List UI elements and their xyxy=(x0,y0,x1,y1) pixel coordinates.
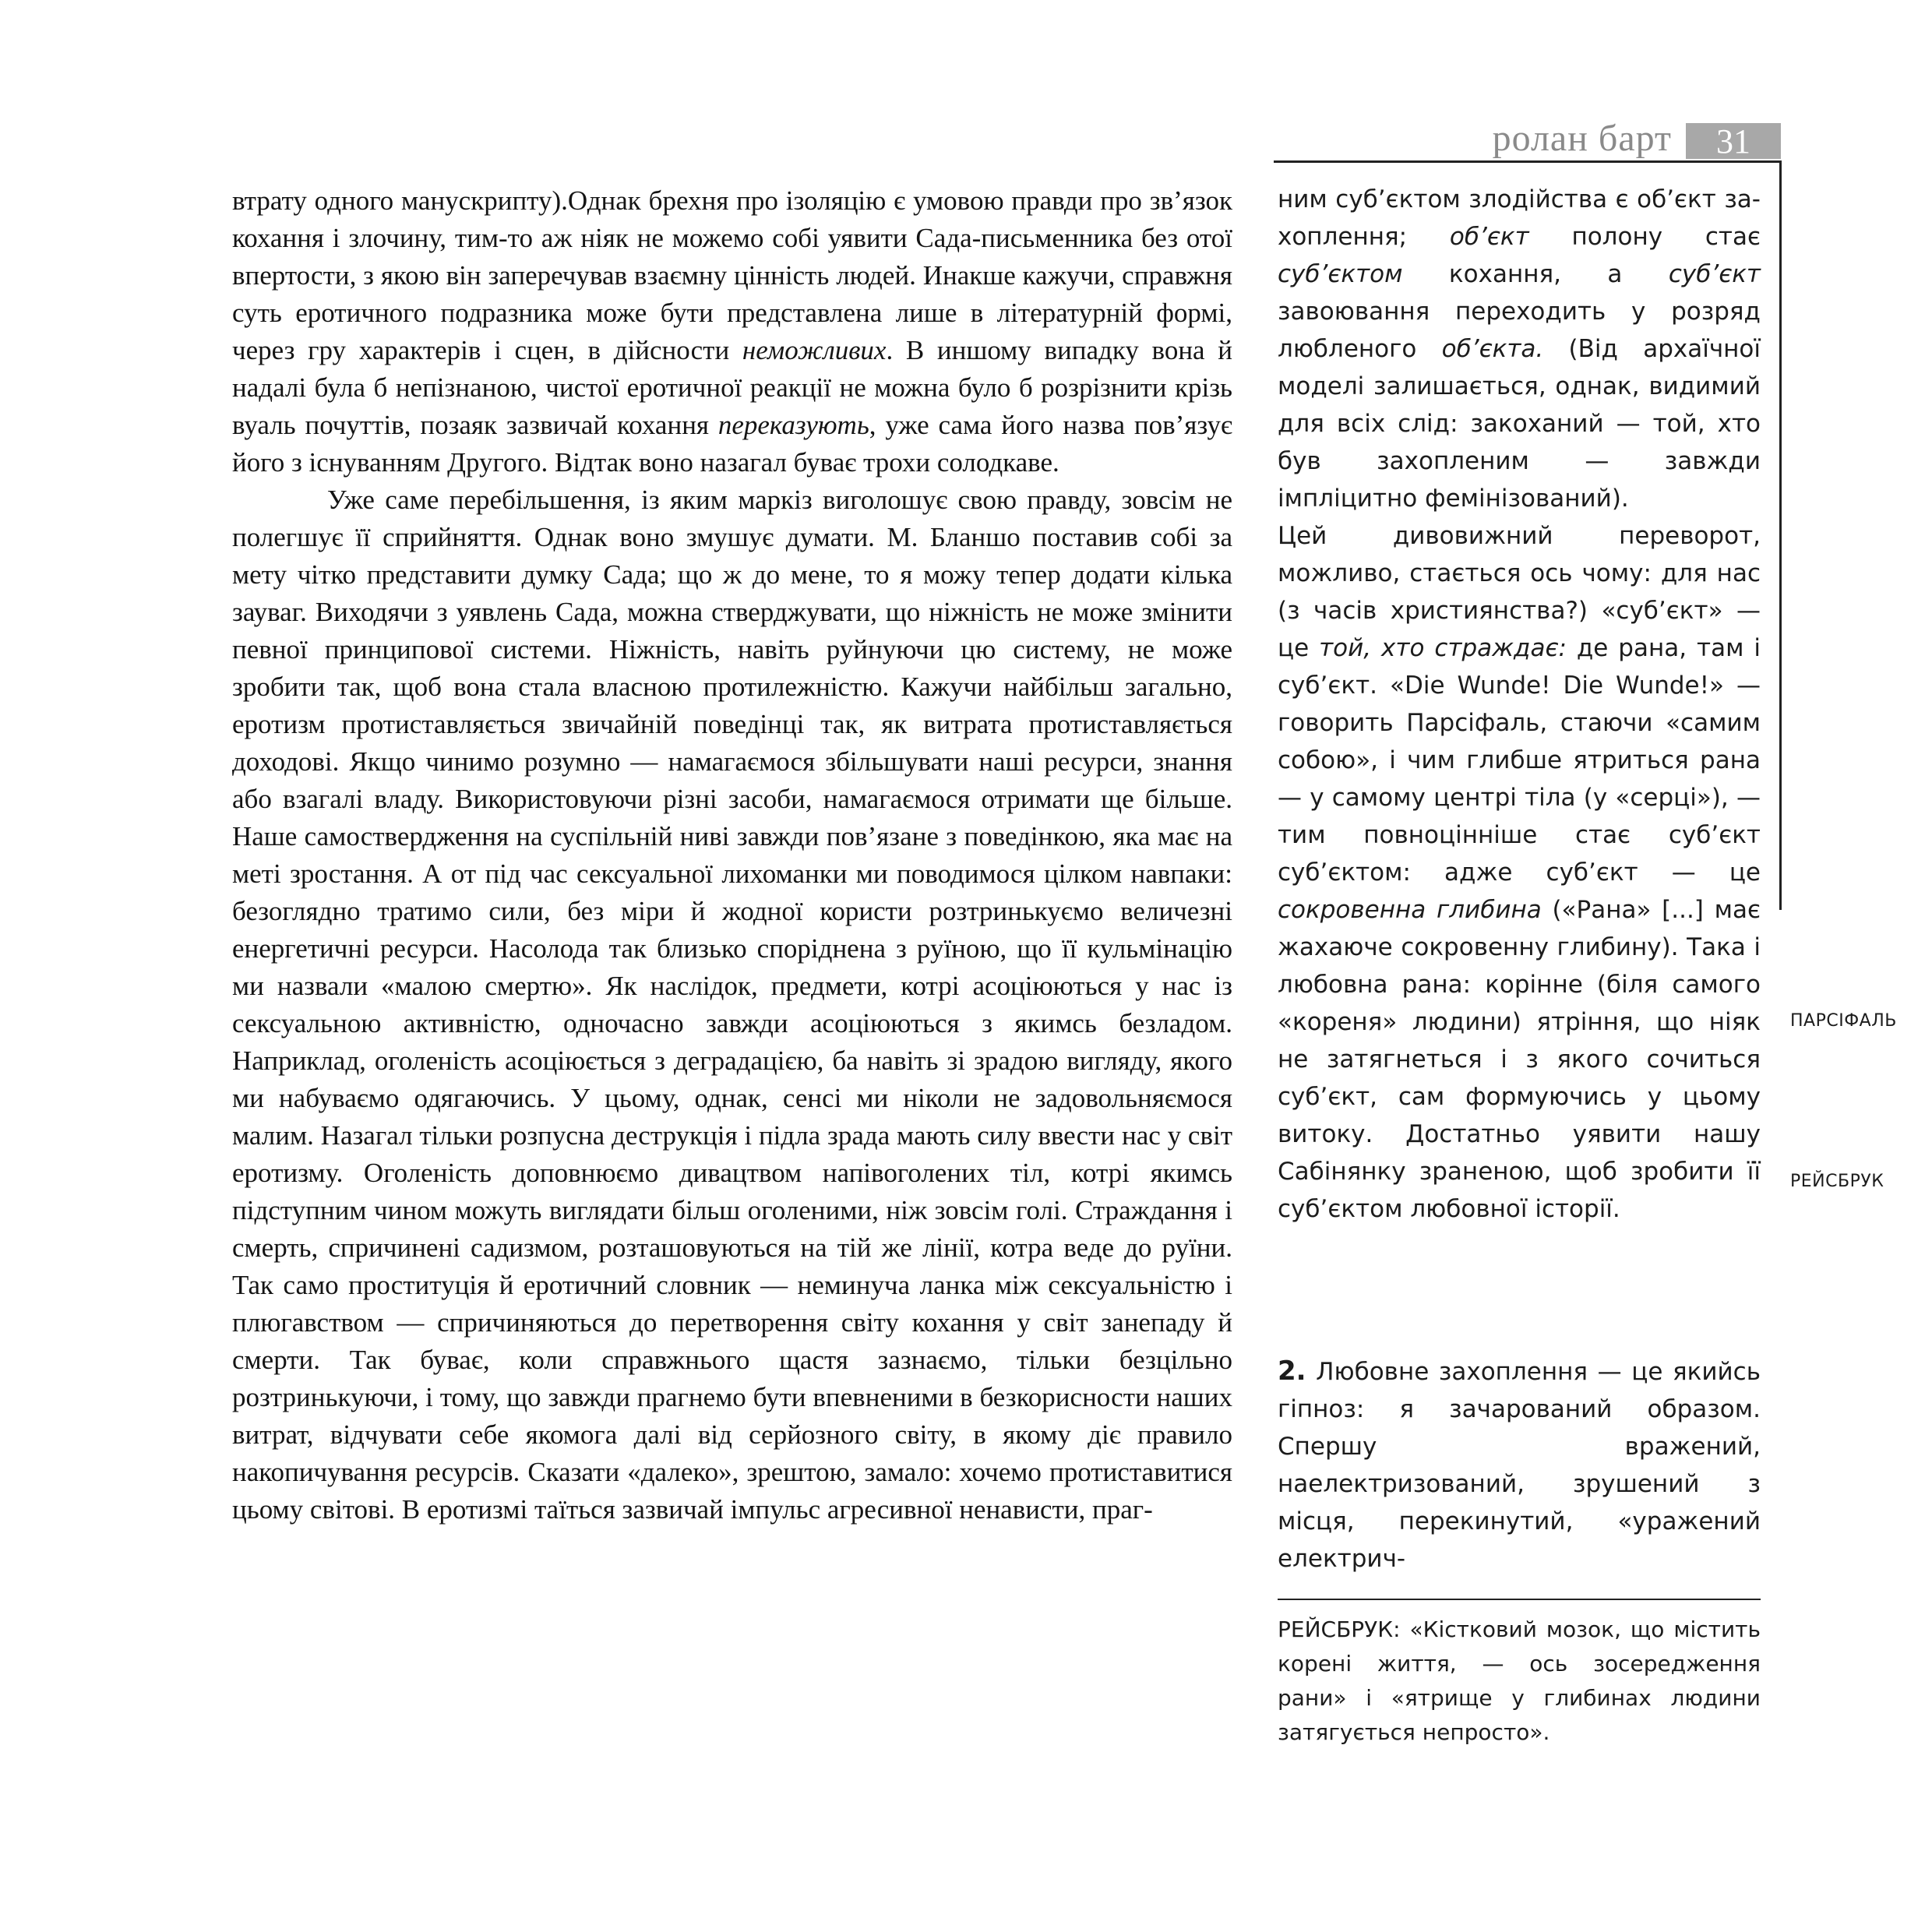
sidebar-text-column xyxy=(1278,181,1761,1228)
text-run: ним суб’єктом злодійства є об’єкт за-хоплення; xyxy=(1278,185,1761,251)
footnote-rule xyxy=(1278,1599,1761,1600)
emphasis: переказують xyxy=(717,410,869,440)
header-rule xyxy=(1274,160,1781,163)
text-run: (Від архаїчної моделі залишається, однак, видимий для всіх слід: закоханий — той, хто був захопленим — завжди імпліцитно фемінізований). xyxy=(1278,335,1761,513)
emphasis: неможливих xyxy=(742,335,887,365)
sidebar-rule xyxy=(1779,160,1782,910)
sidebar-paragraph xyxy=(1278,517,1761,1228)
text-run: Любовне захоплення — це якийсь гіпноз: я зачарований образом. Спершу вражений, наелектризований, зрушений з місця, перекинутий, «уражений електрич- xyxy=(1278,1358,1761,1573)
emphasis: об’єкт xyxy=(1449,223,1529,251)
section-number: 2. xyxy=(1278,1356,1306,1387)
margin-note-parsifal: ПАРСІФАЛЬ xyxy=(1790,1011,1897,1031)
emphasis: суб’єкт xyxy=(1668,260,1761,288)
text-run: де рана, там і суб’єкт. «Die Wunde! Die Wunde!» — говорить Парсіфаль, стаючи «самим собою», і чим глибше ятриться рана — у самому центрі тіла (у «серці»), — тим повноцінніше стає суб’єкт суб’єктом: адже суб’єкт — це xyxy=(1278,634,1761,887)
main-paragraph xyxy=(232,182,1232,481)
main-text-column xyxy=(232,182,1232,1528)
margin-note-ruysbroeck: РЕЙСБРУК xyxy=(1790,1172,1884,1191)
text-run: . В иншому випадку вона й надалі була б непізнаною, чистої еротичної реакції не можна було б розрізнити крізь вуаль почуттів, позаяк зазвичай кохання xyxy=(232,335,1233,440)
emphasis: сокровенна глибина xyxy=(1278,896,1542,924)
main-paragraph: Уже саме перебільшення, із яким маркіз виголошує свою правду, зовсім не полегшує її сприйняття. Однак воно змушує думати. М. Бланшо поставив собі за мету чітко представити думку Сада; що ж до мене, то я можу тепер додати кілька зауваг. Виходячи з уявлень Сада, можна стверджувати, що ніжність не може змінити певної принципової системи. Ніжність, навіть руйнуючи цю систему, не може зробити так, щоб вона стала власною протилежністю. Кажучи найбільш загально, еротизм протиставляється звичайній поведінці так, як витрата протиставляється доходові. Якщо чинимо розумно — намагаємося збільшувати наші ресурси, знання або взагалі владу. Використовуючи різні засоби, намагаємося отримати ще більше. Наше самоствердження на суспільній ниві завжди пов’язане з поведінкою, яка має на меті зростання. А от під час сексуальної лихоманки ми поводимося цілком навпаки: безоглядно тратимо сили, без міри й жодної користи розтринькуємо величезні енергетичні ресурси. Насолода так близько споріднена з руїною, що її кульмінацію ми назвали «малою смертю». Як наслідок, предмети, котрі асоціюються у нас із сексуальною активністю, одночасно завжди асоціюються з якимсь безладом. Наприклад, оголеність асоціюється з деградацією, ба навіть зі зрадою вигляду, якого ми набуваємо одягаючись. У цьому, однак, сенсі ми ніколи не задовольняємося малим. Назагал тільки розпусна деструкція і підла зрада мають силу ввести нас у світ еротизму. Оголеність доповнюємо дивацтвом напівоголених тіл, котрі якимсь підступним чином можуть виглядати більш оголеними, ніж зовсім голі. Страждання і смерть, спричинені садизмом, розташовуються на тій же лінії, котра веде до руїни. Так само проституція й еротичний словник — неминуча ланка між сексуальністю і плюгавством — спричиняються до перетворення світу кохання у світ занепаду й смерти. Так буває, коли справжнього щастя зазнаємо, тільки безцільно розтринькуючи, і тому, що завжди прагнемо бути впевненими в безкорисности наших витрат, відчувати себе якомога далі від серйозного світу, в якому діє правило накопичування ресурсів. Сказати «далеко», зрештою, замало: хочемо протиставитися цьому світові. В еротизмі таїться зазвичай імпульс агресивної ненависти, праг- xyxy=(232,485,1232,1525)
text-run: , уже сама його назва пов’язує його з існуванням Другого. Відтак воно назагал буває трохи солодкаве. xyxy=(232,410,1232,478)
text-run: полону стає xyxy=(1528,223,1761,251)
running-title: ролан барт xyxy=(1492,118,1672,159)
emphasis: об’єкта. xyxy=(1441,335,1544,363)
emphasis: той, хто страждає: xyxy=(1319,634,1567,662)
text-run: («Рана» [...] має жахаюче сокровенну глибину). Така і любовна рана: корінне (біля самого «кореня» людини) ятріння, що ніяк не затягнеться і з якого сочиться суб’єкт, сам формуючись у цьому витоку. Достатньо уявити нашу Сабінянку зраненою, щоб зробити її суб’єктом любовної історії. xyxy=(1278,896,1761,1223)
emphasis: суб’єктом xyxy=(1278,260,1403,288)
sidebar-section-2 xyxy=(1278,1352,1761,1578)
text-run: Цей дивовижний переворот, можливо, стається ось чому: для нас (з часів християнства?) «суб’єкт» — це xyxy=(1278,522,1761,662)
footnote: РЕЙСБРУК: «Кістковий мозок, що містить корені життя, — ось зосередження рани» і «ятрище у глибинах людини затягується непросто». xyxy=(1278,1616,1761,1745)
sidebar-paragraph xyxy=(1278,181,1761,517)
text-run: втрату одного манускрипту).Однак брехня про ізоляцію є умовою правди про зв’язок кохання і злочину, тим-то аж ніяк не можемо собі уявити Сада-письменника без отої впертости, з якою він заперечував взаємну цінність людей. Инакше кажучи, справжня суть еротичного подразника може бути представлена лише в літературній формі, через гру характерів і сцен, в дійсности xyxy=(232,185,1232,365)
text-run: завоювання переходить у розряд любленого xyxy=(1278,298,1761,363)
text-run: кохання, а xyxy=(1402,260,1669,288)
page-number: 31 xyxy=(1686,123,1781,159)
